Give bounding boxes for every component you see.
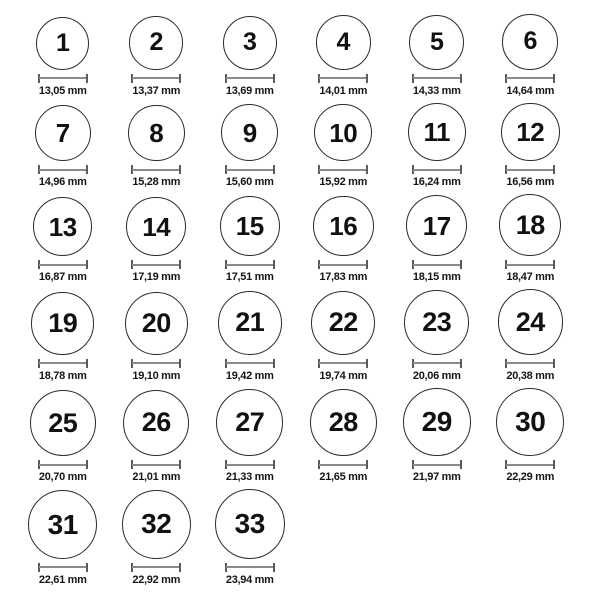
measure-tick-right-icon [460,165,462,174]
ring-size-number: 1 [56,28,70,57]
ring-size-cell [16,292,110,382]
measure-line-icon [132,264,180,266]
chart-row [16,489,600,586]
chart-rows [16,14,600,586]
ring-size-cell [110,490,204,586]
measure-tick-right-icon [179,165,181,174]
ring-size-number: 33 [234,507,265,539]
ring-circle [496,388,564,456]
ring-size-number: 4 [336,27,350,56]
diameter-measure-bracket [131,460,181,469]
diameter-label: 14,01 mm [319,84,368,97]
measure-tick-right-icon [366,74,368,83]
diameter-label: 14,64 mm [506,84,555,97]
chart-row [16,14,600,97]
ring-circle [221,104,278,161]
ring-size-number: 5 [430,27,444,56]
ring-size-cell [390,388,484,483]
measure-tick-right-icon [366,359,368,368]
measure-tick-right-icon [553,359,555,368]
diameter-measure-bracket [38,260,88,269]
ring-size-number: 23 [422,306,452,337]
diameter-label: 19,74 mm [319,369,368,382]
measure-tick-right-icon [460,359,462,368]
ring-size-cell [16,105,110,188]
ring-circle [314,104,372,162]
ring-size-number: 27 [235,407,265,438]
measure-line-icon [413,77,461,79]
ring-size-number: 30 [515,405,546,437]
ring-size-cell [297,291,391,382]
measure-tick-right-icon [553,74,555,83]
measure-tick-right-icon [553,165,555,174]
diameter-label: 17,19 mm [132,271,181,284]
diameter-measure-bracket [225,460,275,469]
measure-tick-right-icon [273,460,275,469]
diameter-label: 16,87 mm [38,271,87,284]
measure-line-icon [226,566,274,568]
diameter-measure-bracket [225,74,275,83]
ring-size-cell [110,16,204,97]
chart-row [16,289,600,381]
ring-size-cell [203,489,297,586]
measure-line-icon [413,464,461,466]
measure-tick-right-icon [273,74,275,83]
ring-circle [223,16,277,70]
diameter-measure-bracket [505,260,555,269]
measure-line-icon [319,169,367,171]
diameter-label: 14,33 mm [412,84,461,97]
ring-size-cell [16,17,110,97]
diameter-measure-bracket [225,260,275,269]
ring-size-cell [484,14,578,97]
ring-size-cell [203,196,297,283]
ring-size-number: 17 [422,210,451,241]
diameter-measure-bracket [38,460,88,469]
ring-size-number: 8 [149,118,164,149]
measure-line-icon [319,264,367,266]
ring-circle [499,194,561,256]
diameter-label: 15,92 mm [319,176,368,189]
ring-size-cell [390,195,484,283]
ring-size-number: 3 [243,28,257,57]
diameter-measure-bracket [318,74,368,83]
ring-size-cell [297,196,391,284]
ring-circle [33,197,92,256]
ring-size-cell [16,490,110,586]
measure-line-icon [39,362,87,364]
measure-tick-right-icon [366,260,368,269]
diameter-measure-bracket [412,460,462,469]
ring-size-number: 12 [516,117,545,148]
ring-size-cell [390,103,484,188]
measure-line-icon [39,264,87,266]
measure-line-icon [226,169,274,171]
ring-size-number: 16 [329,211,358,241]
diameter-measure-bracket [131,74,181,83]
diameter-label: 20,38 mm [506,369,555,382]
ring-circle [316,15,371,70]
ring-size-cell [297,389,391,483]
measure-line-icon [132,169,180,171]
ring-circle [502,14,558,70]
measure-line-icon [132,566,180,568]
diameter-measure-bracket [412,165,462,174]
ring-size-cell [110,292,204,382]
diameter-label: 22,29 mm [506,471,555,484]
ring-size-cell [203,389,297,483]
chart-row [16,194,600,283]
ring-size-number: 31 [47,508,78,540]
diameter-measure-bracket [38,563,88,572]
ring-size-cell [110,105,204,189]
diameter-label: 22,92 mm [132,573,181,586]
measure-tick-right-icon [273,359,275,368]
measure-line-icon [506,464,554,466]
ring-circle [126,197,186,257]
diameter-label: 23,94 mm [225,573,274,586]
ring-circle [123,390,189,456]
ring-size-cell [110,390,204,483]
ring-circle [122,490,191,559]
measure-line-icon [132,362,180,364]
ring-circle [35,105,91,161]
chart-row [16,388,600,483]
measure-line-icon [319,464,367,466]
diameter-measure-bracket [131,563,181,572]
measure-line-icon [226,77,274,79]
diameter-label: 15,60 mm [225,176,274,189]
diameter-measure-bracket [412,260,462,269]
ring-circle [125,292,188,355]
ring-size-number: 21 [235,307,265,338]
ring-size-number: 18 [515,209,545,240]
measure-tick-right-icon [273,260,275,269]
measure-tick-right-icon [366,165,368,174]
measure-tick-right-icon [179,359,181,368]
measure-line-icon [413,169,461,171]
measure-tick-right-icon [273,165,275,174]
diameter-measure-bracket [318,359,368,368]
measure-tick-right-icon [86,74,88,83]
ring-size-number: 20 [141,307,171,338]
measure-tick-right-icon [553,260,555,269]
ring-circle [498,289,563,354]
diameter-measure-bracket [225,563,275,572]
diameter-label: 20,06 mm [412,369,461,382]
ring-size-number: 29 [421,406,452,438]
diameter-label: 13,05 mm [38,84,87,97]
diameter-label: 14,96 mm [38,176,87,189]
measure-tick-right-icon [179,460,181,469]
diameter-measure-bracket [131,359,181,368]
ring-size-cell [203,291,297,382]
measure-tick-right-icon [553,460,555,469]
chart-row [16,103,600,189]
ring-size-number: 19 [48,307,78,338]
measure-tick-right-icon [460,460,462,469]
diameter-label: 17,51 mm [225,271,274,284]
ring-circle [220,196,280,256]
diameter-label: 17,83 mm [319,271,368,284]
diameter-label: 16,56 mm [506,176,555,189]
measure-tick-right-icon [460,74,462,83]
diameter-measure-bracket [505,460,555,469]
measure-line-icon [506,77,554,79]
ring-circle [313,196,374,257]
ring-size-cell [390,15,484,97]
diameter-label: 13,69 mm [225,84,274,97]
diameter-measure-bracket [412,74,462,83]
diameter-measure-bracket [38,74,88,83]
diameter-measure-bracket [505,74,555,83]
measure-tick-right-icon [366,460,368,469]
ring-size-cell [484,194,578,283]
ring-size-number: 14 [142,211,171,242]
diameter-measure-bracket [131,165,181,174]
ring-circle [28,490,97,559]
ring-size-number: 7 [55,118,70,149]
ring-circle [36,17,89,70]
ring-size-number: 28 [328,406,358,437]
measure-line-icon [506,169,554,171]
ring-size-number: 32 [141,508,172,540]
ring-circle [406,195,467,256]
ring-size-cell [297,104,391,189]
ring-size-cell [297,15,391,97]
ring-circle [30,390,96,456]
measure-tick-right-icon [86,460,88,469]
ring-circle [216,389,283,456]
ring-size-number: 11 [423,117,450,148]
ring-circle [403,388,471,456]
diameter-label: 13,37 mm [132,84,181,97]
ring-circle [310,389,377,456]
measure-line-icon [132,77,180,79]
ring-size-number: 10 [329,117,358,148]
measure-line-icon [506,362,554,364]
diameter-label: 18,15 mm [412,271,461,284]
ring-size-number: 26 [141,407,171,438]
ring-size-cell [484,103,578,189]
diameter-measure-bracket [38,359,88,368]
diameter-label: 21,01 mm [132,471,181,484]
measure-line-icon [413,264,461,266]
diameter-label: 19,42 mm [225,369,274,382]
diameter-label: 21,65 mm [319,471,368,484]
measure-tick-right-icon [273,563,275,572]
measure-line-icon [506,264,554,266]
ring-size-cell [16,197,110,283]
ring-size-cell [390,290,484,382]
measure-tick-right-icon [179,563,181,572]
measure-tick-right-icon [86,165,88,174]
ring-size-number: 25 [48,407,78,438]
ring-size-cell [484,289,578,381]
diameter-label: 21,33 mm [225,471,274,484]
measure-line-icon [39,464,87,466]
ring-size-cell [110,197,204,284]
diameter-label: 19,10 mm [132,369,181,382]
ring-circle [404,290,469,355]
diameter-measure-bracket [505,165,555,174]
ring-size-number: 15 [235,211,264,242]
ring-size-cell [484,388,578,483]
ring-circle [408,103,466,161]
measure-line-icon [226,264,274,266]
measure-line-icon [39,77,87,79]
measure-line-icon [319,362,367,364]
measure-line-icon [226,362,274,364]
measure-tick-right-icon [179,74,181,83]
ring-size-number: 6 [523,27,537,56]
measure-line-icon [413,362,461,364]
measure-tick-right-icon [86,563,88,572]
ring-size-cell [16,390,110,483]
diameter-label: 21,97 mm [412,471,461,484]
diameter-measure-bracket [131,260,181,269]
diameter-label: 18,78 mm [38,369,87,382]
ring-circle [218,291,282,355]
ring-size-number: 2 [149,28,163,57]
measure-line-icon [226,464,274,466]
ring-size-cell [203,104,297,188]
diameter-measure-bracket [505,359,555,368]
diameter-label: 15,28 mm [132,176,181,189]
diameter-label: 22,61 mm [38,573,87,586]
ring-circle [311,291,375,355]
diameter-measure-bracket [318,165,368,174]
diameter-measure-bracket [412,359,462,368]
ring-circle [501,103,560,162]
ring-circle [128,105,185,162]
diameter-measure-bracket [38,165,88,174]
measure-line-icon [132,464,180,466]
diameter-label: 20,70 mm [38,471,87,484]
measure-tick-right-icon [179,260,181,269]
ring-size-cell [203,16,297,97]
measure-line-icon [319,77,367,79]
measure-line-icon [39,169,87,171]
diameter-label: 18,47 mm [506,271,555,284]
measure-tick-right-icon [86,260,88,269]
measure-tick-right-icon [86,359,88,368]
ring-size-number: 22 [328,307,358,338]
diameter-measure-bracket [225,359,275,368]
ring-circle [409,15,464,70]
diameter-measure-bracket [318,460,368,469]
ring-size-number: 24 [515,306,545,337]
diameter-label: 16,24 mm [412,176,461,189]
diameter-measure-bracket [318,260,368,269]
ring-circle [129,16,183,70]
measure-line-icon [39,566,87,568]
measure-tick-right-icon [460,260,462,269]
ring-circle [215,489,285,559]
ring-circle [31,292,94,355]
ring-size-number: 9 [242,117,257,148]
ring-size-number: 13 [48,211,77,242]
diameter-measure-bracket [225,165,275,174]
